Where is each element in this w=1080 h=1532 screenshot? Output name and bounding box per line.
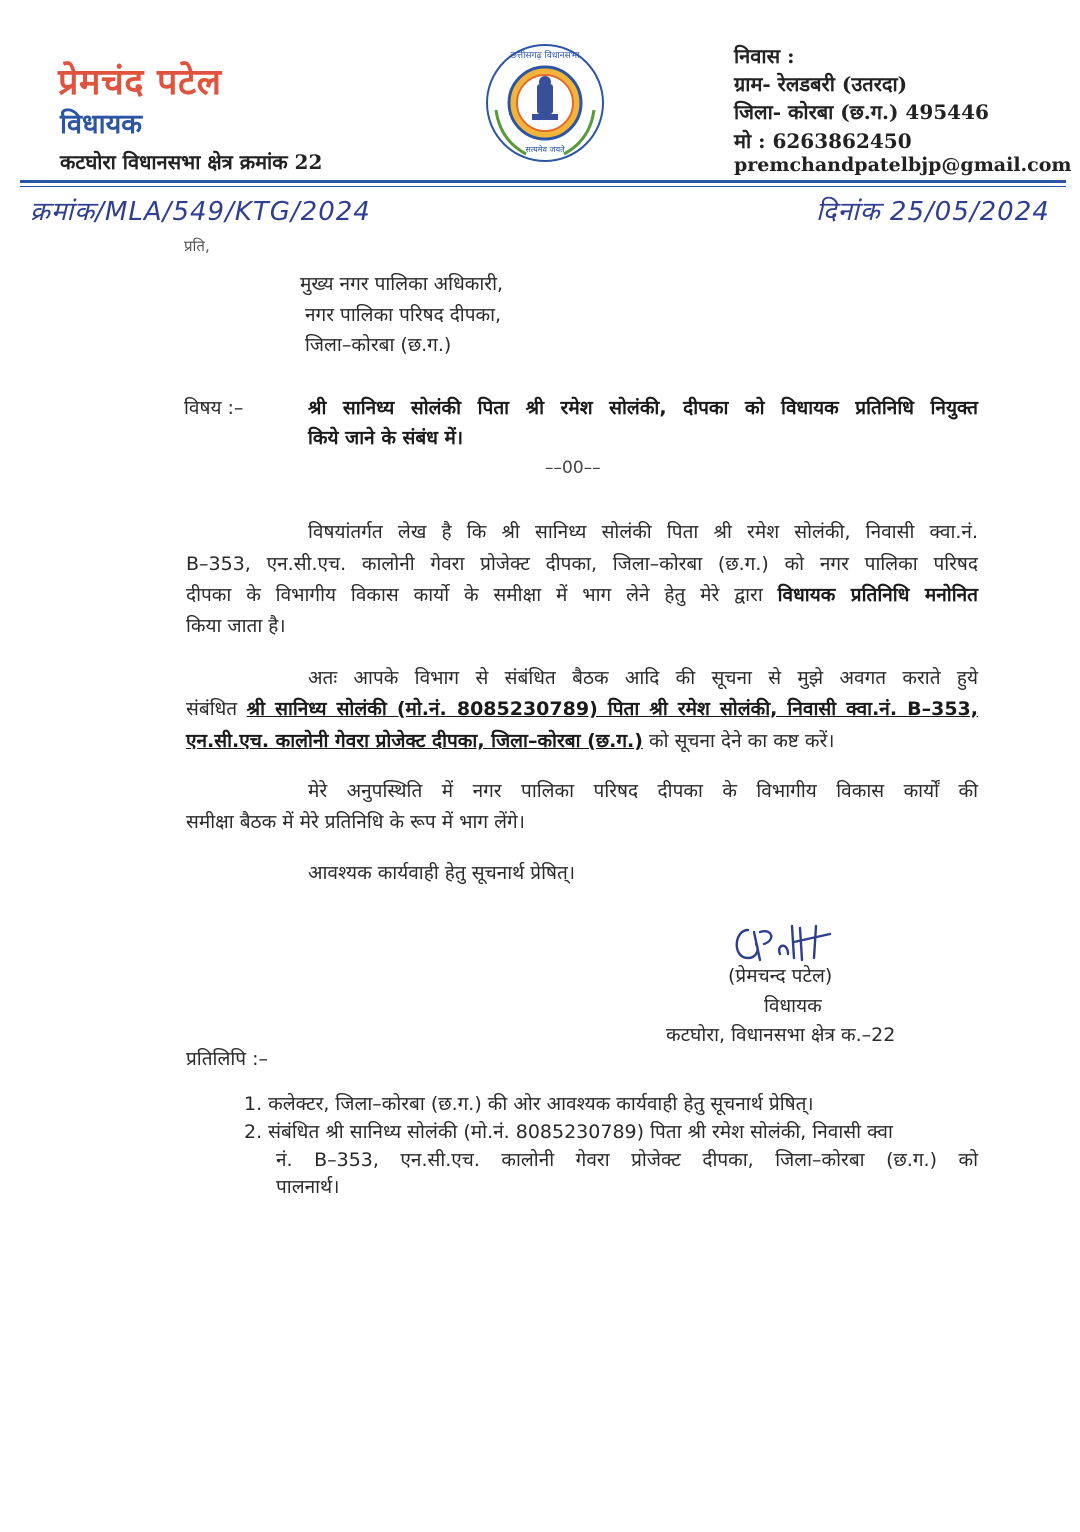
mla-name: प्रेमचंद पटेल [58, 61, 222, 103]
letter-date: दिनांक 25/05/2024 [816, 197, 1050, 227]
address-village: ग्राम- रेलडबरी (उतरदा) [734, 72, 908, 96]
para1-line-3: दीपका के विभागीय विकास कार्यो के समीक्षा में भाग लेने हेतु मेरे द्वारा विधायक प्रतिनिधि मनोनित [186, 584, 978, 606]
para1-line-1: विषयांतर्गत लेख है कि श्री सानिध्य सोलंकी पिता श्री रमेश सोलंकी, निवासी क्वा.नं. [308, 521, 978, 543]
subject-line-2: किये जाने के संबंध में। [308, 427, 464, 449]
para2-line-1: अतः आपके विभाग से संबंधित बैठक आदि की सूचना से मुझे अवगत कराते हुये [308, 667, 978, 689]
address-district: जिला- कोरबा (छ.ग.) 495446 [734, 100, 989, 124]
para1-line-2: B–353, एन.सी.एच. कालोनी गेवरा प्रोजेक्ट दीपका, जिला–कोरबा (छ.ग.) को नगर पालिका परिषद [186, 553, 978, 575]
para2-line-2: संबंधित श्री सानिध्य सोलंकी (मो.नं. 8085230789) पिता श्री रमेश सोलंकी, निवासी क्वा.नं. B–353, [186, 698, 978, 720]
copy-label: प्रतिलिपि :– [186, 1048, 269, 1070]
subject-separator: ––00–– [545, 458, 601, 478]
address-email: premchandpatelbjp@gmail.com [734, 154, 1072, 176]
copy-item-2-line-1: 2. संबंधित श्री सानिध्य सोलंकी (मो.नं. 8085230789) पिता श्री रमेश सोलंकी, निवासी क्वा [244, 1121, 893, 1143]
signatory-constituency: कटघोरा, विधानसभा क्षेत्र क.–22 [666, 1024, 896, 1046]
address-label: निवास : [734, 44, 795, 68]
address-mobile: मो : 6263862450 [734, 129, 912, 153]
para1-line-4: किया जाता है। [186, 615, 286, 637]
para3-line-2: समीक्षा बैठक में मेरे प्रतिनिधि के रूप में भाग लेंगे। [186, 811, 525, 833]
letterhead-rule-thin [20, 186, 1066, 187]
signature-mark [730, 920, 860, 968]
signatory-designation: विधायक [764, 995, 822, 1017]
mla-designation: विधायक [60, 109, 142, 140]
svg-text:सत्यमेव जयते: सत्यमेव जयते [525, 145, 565, 154]
recipient-line-2: नगर पालिका परिषद दीपका, [305, 304, 502, 326]
signatory-name: (प्रेमचन्द पटेल) [728, 965, 833, 987]
copy-item-2-line-3: पालनार्थ। [276, 1176, 340, 1198]
constituency-line: कटघोरा विधानसभा क्षेत्र क्रमांक 22 [60, 150, 323, 174]
salutation: प्रति, [184, 237, 210, 255]
svg-text:छत्तीसगढ़ विधानसभा: छत्तीसगढ़ विधानसभा [510, 51, 580, 61]
copy-item-1: 1. कलेक्टर, जिला–कोरबा (छ.ग.) की ओर आवश्यक कार्यवाही हेतु सूचनार्थ प्रेषित्। [244, 1093, 814, 1115]
para2-line-3: एन.सी.एच. कालोनी गेवरा प्रोजेक्ट दीपका, जिला–कोरबा (छ.ग.) को सूचना देने का कष्ट करें। [186, 730, 835, 752]
subject-label: विषय :– [184, 397, 244, 419]
para4: आवश्यक कार्यवाही हेतु सूचनार्थ प्रेषित्। [308, 862, 576, 884]
copy-item-2-line-2: नं. B–353, एन.सी.एच. कालोनी गेवरा प्रोजेक्ट दीपका, जिला–कोरबा (छ.ग.) को [276, 1149, 978, 1171]
assembly-emblem-icon [482, 40, 608, 166]
para3-line-1: मेरे अनुपस्थिति में नगर पालिका परिषद दीपका के विभागीय विकास कार्यों की [308, 780, 978, 802]
recipient-line-1: मुख्य नगर पालिका अधिकारी, [300, 273, 504, 295]
recipient-line-3: जिला–कोरबा (छ.ग.) [305, 334, 452, 356]
subject-line-1: श्री सानिध्य सोलंकी पिता श्री रमेश सोलंकी, दीपका को विधायक प्रतिनिधि नियुक्त [308, 397, 978, 419]
letterhead-rule [20, 180, 1066, 183]
reference-number: क्रमांक/MLA/549/KTG/2024 [30, 197, 371, 227]
